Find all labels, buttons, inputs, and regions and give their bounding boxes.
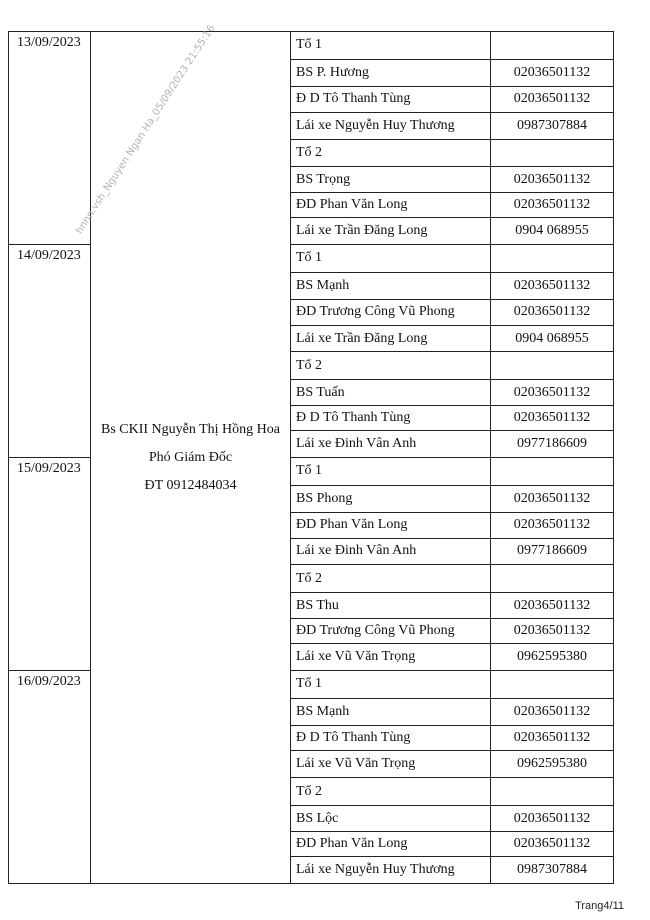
- staff-phone: 02036501132: [491, 299, 614, 325]
- staff-phone: 02036501132: [491, 832, 614, 857]
- staff-phone: 02036501132: [491, 512, 614, 538]
- staff-phone: 02036501132: [491, 593, 614, 619]
- duty-date: 13/09/2023: [9, 32, 91, 245]
- staff-name: BS Trọng: [291, 167, 491, 193]
- staff-name: BS P. Hương: [291, 59, 491, 86]
- schedule-body: [9, 32, 614, 884]
- duty-date: 15/09/2023: [9, 457, 91, 670]
- staff-phone: 02036501132: [491, 406, 614, 431]
- staff-name: Tổ 1: [291, 457, 491, 485]
- staff-name: ĐD Trương Công Vũ Phong: [291, 619, 491, 644]
- staff-name: Lái xe Trần Đăng Long: [291, 218, 491, 245]
- table-row: [9, 32, 614, 60]
- staff-name: BS Phong: [291, 485, 491, 512]
- staff-phone: [491, 32, 614, 60]
- leader-phone: ĐT 0912484034: [144, 477, 237, 493]
- staff-phone: 0904 068955: [491, 325, 614, 352]
- leader-name: Bs CKII Nguyễn Thị Hồng Hoa: [100, 421, 280, 437]
- staff-name: BS Thu: [291, 593, 491, 619]
- staff-phone: 02036501132: [491, 86, 614, 112]
- staff-phone: [491, 457, 614, 485]
- staff-name: BS Tuấn: [291, 380, 491, 406]
- staff-name: Lái xe Đinh Vân Anh: [291, 431, 491, 458]
- staff-phone: 0977186609: [491, 538, 614, 565]
- staff-name: Lái xe Nguyễn Huy Thương: [291, 112, 491, 139]
- duty-date: 16/09/2023: [9, 670, 91, 883]
- staff-phone: 02036501132: [491, 485, 614, 512]
- staff-name: Lái xe Trần Đăng Long: [291, 325, 491, 352]
- staff-phone: [491, 565, 614, 593]
- staff-phone: 02036501132: [491, 725, 614, 751]
- duty-schedule: [8, 31, 613, 884]
- staff-phone: 02036501132: [491, 193, 614, 218]
- staff-name: Lái xe Nguyễn Huy Thương: [291, 856, 491, 883]
- staff-name: Tổ 2: [291, 778, 491, 806]
- staff-phone: [491, 778, 614, 806]
- staff-name: Lái xe Vũ Văn Trọng: [291, 643, 491, 670]
- staff-phone: 02036501132: [491, 698, 614, 725]
- staff-name: Đ D Tô Thanh Tùng: [291, 86, 491, 112]
- staff-name: Tổ 2: [291, 565, 491, 593]
- staff-phone: 02036501132: [491, 380, 614, 406]
- staff-name: Tổ 1: [291, 670, 491, 698]
- staff-phone: 02036501132: [491, 806, 614, 832]
- staff-phone: 02036501132: [491, 272, 614, 299]
- staff-name: ĐD Phan Văn Long: [291, 512, 491, 538]
- staff-name: BS Mạnh: [291, 698, 491, 725]
- staff-phone: 0962595380: [491, 643, 614, 670]
- staff-name: Tổ 2: [291, 139, 491, 167]
- staff-phone: 02036501132: [491, 619, 614, 644]
- staff-phone: 0904 068955: [491, 218, 614, 245]
- staff-name: ĐD Phan Văn Long: [291, 832, 491, 857]
- staff-name: Lái xe Đinh Vân Anh: [291, 538, 491, 565]
- page-number: Trang4/11: [575, 900, 624, 912]
- schedule-table: [8, 31, 614, 884]
- staff-phone: 0987307884: [491, 856, 614, 883]
- staff-phone: 02036501132: [491, 59, 614, 86]
- duty-date: 14/09/2023: [9, 244, 91, 457]
- staff-name: BS Mạnh: [291, 272, 491, 299]
- staff-name: Tổ 1: [291, 244, 491, 272]
- staff-phone: [491, 352, 614, 380]
- leader-title: Phó Giám Đốc: [148, 449, 233, 465]
- staff-phone: [491, 139, 614, 167]
- staff-phone: [491, 244, 614, 272]
- staff-phone: 0977186609: [491, 431, 614, 458]
- staff-name: Lái xe Vũ Văn Trọng: [291, 751, 491, 778]
- staff-name: Đ D Tô Thanh Tùng: [291, 725, 491, 751]
- staff-name: ĐD Phan Văn Long: [291, 193, 491, 218]
- staff-name: BS Lộc: [291, 806, 491, 832]
- staff-name: Tổ 2: [291, 352, 491, 380]
- staff-name: Tổ 1: [291, 32, 491, 60]
- staff-name: ĐD Trương Công Vũ Phong: [291, 299, 491, 325]
- staff-phone: 0987307884: [491, 112, 614, 139]
- digital-signature-stamp: hnnn.vsh_Nguyen Ngan Ha_05/09/2023 21:55:16: [74, 23, 218, 236]
- staff-name: Đ D Tô Thanh Tùng: [291, 406, 491, 431]
- staff-phone: 0962595380: [491, 751, 614, 778]
- staff-phone: [491, 670, 614, 698]
- staff-phone: 02036501132: [491, 167, 614, 193]
